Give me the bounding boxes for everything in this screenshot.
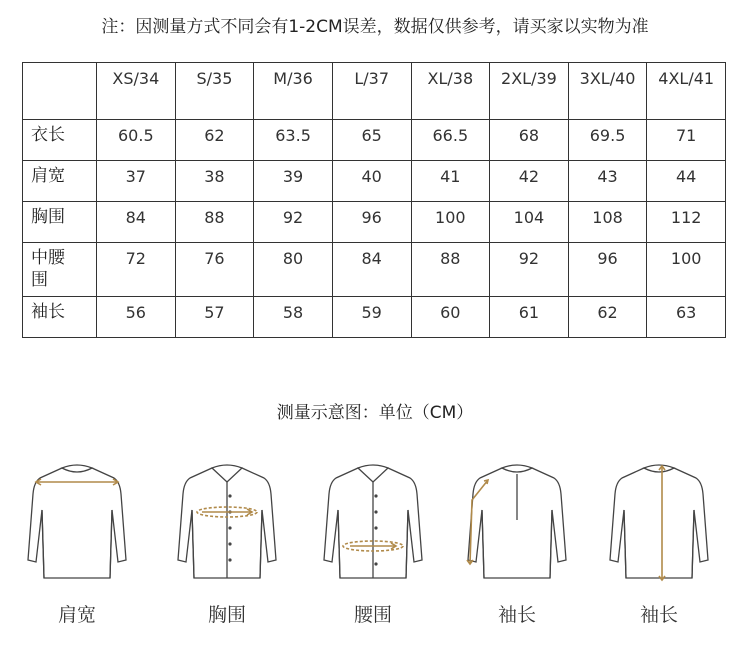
shirt-front-chest-icon — [172, 460, 282, 585]
table-cell: 57 — [175, 297, 254, 338]
table-cell: 84 — [332, 243, 411, 297]
table-cell: 108 — [568, 202, 647, 243]
table-cell: 80 — [254, 243, 333, 297]
table-cell: 60.5 — [97, 120, 176, 161]
diagram-caption: 肩宽 — [57, 604, 96, 626]
row-label — [23, 243, 97, 297]
table-cell: 76 — [175, 243, 254, 297]
diagram-caption: 腰围 — [353, 604, 392, 626]
table-cell: 104 — [490, 202, 569, 243]
table-cell: 44 — [647, 161, 726, 202]
table-cell: 66.5 — [411, 120, 490, 161]
diagram-caption: 袖长 — [639, 604, 678, 626]
table-cell: 88 — [411, 243, 490, 297]
table-cell: 100 — [411, 202, 490, 243]
size-chart-table — [22, 62, 726, 338]
table-cell: 100 — [647, 243, 726, 297]
table-cell: 92 — [254, 202, 333, 243]
table-cell: 39 — [254, 161, 333, 202]
shirt-back-length-icon — [604, 460, 714, 585]
row-label: 肩宽 — [23, 161, 97, 202]
column-header: 4XL/41 — [647, 63, 726, 120]
row-label: 袖长 — [23, 297, 97, 338]
table-cell: 58 — [254, 297, 333, 338]
table-cell: 63.5 — [254, 120, 333, 161]
column-header: XS/34 — [97, 63, 176, 120]
shirt-back-shoulder-icon — [22, 460, 132, 585]
table-cell: 65 — [332, 120, 411, 161]
shirt-back-sleeve-icon — [462, 460, 572, 585]
table-cell: 112 — [647, 202, 726, 243]
table-cell: 63 — [647, 297, 726, 338]
table-cell: 38 — [175, 161, 254, 202]
shirt-front-waist-icon — [318, 460, 428, 585]
column-header: 3XL/40 — [568, 63, 647, 120]
table-row — [23, 243, 726, 297]
column-header: L/37 — [332, 63, 411, 120]
table-row — [23, 202, 726, 243]
table-cell: 69.5 — [568, 120, 647, 161]
table-header-row — [23, 63, 726, 120]
table-cell: 84 — [97, 202, 176, 243]
corner-cell — [23, 63, 97, 120]
column-header: S/35 — [175, 63, 254, 120]
row-label-text: 中腰围 — [31, 248, 65, 290]
column-header: 2XL/39 — [490, 63, 569, 120]
table-row — [23, 161, 726, 202]
table-cell: 59 — [332, 297, 411, 338]
table-cell: 96 — [568, 243, 647, 297]
table-cell: 56 — [97, 297, 176, 338]
table-cell: 68 — [490, 120, 569, 161]
table-cell: 62 — [568, 297, 647, 338]
table-row — [23, 120, 726, 161]
column-header: XL/38 — [411, 63, 490, 120]
row-label: 衣长 — [23, 120, 97, 161]
table-row — [23, 297, 726, 338]
table-cell: 71 — [647, 120, 726, 161]
diagram-caption: 袖长 — [497, 604, 536, 626]
table-cell: 96 — [332, 202, 411, 243]
table-cell: 60 — [411, 297, 490, 338]
table-cell: 40 — [332, 161, 411, 202]
row-label: 胸围 — [23, 202, 97, 243]
measurement-diagram-title: 测量示意图：单位（CM） — [276, 403, 474, 423]
table-cell: 37 — [97, 161, 176, 202]
table-cell: 43 — [568, 161, 647, 202]
table-cell: 92 — [490, 243, 569, 297]
table-cell: 88 — [175, 202, 254, 243]
table-cell: 72 — [97, 243, 176, 297]
diagram-caption: 胸围 — [207, 604, 246, 626]
table-cell: 62 — [175, 120, 254, 161]
table-cell: 61 — [490, 297, 569, 338]
table-cell: 41 — [411, 161, 490, 202]
measurement-note: 注：因测量方式不同会有1-2CM误差，数据仅供参考，请买家以实物为准 — [101, 17, 649, 37]
table-cell: 42 — [490, 161, 569, 202]
column-header: M/36 — [254, 63, 333, 120]
